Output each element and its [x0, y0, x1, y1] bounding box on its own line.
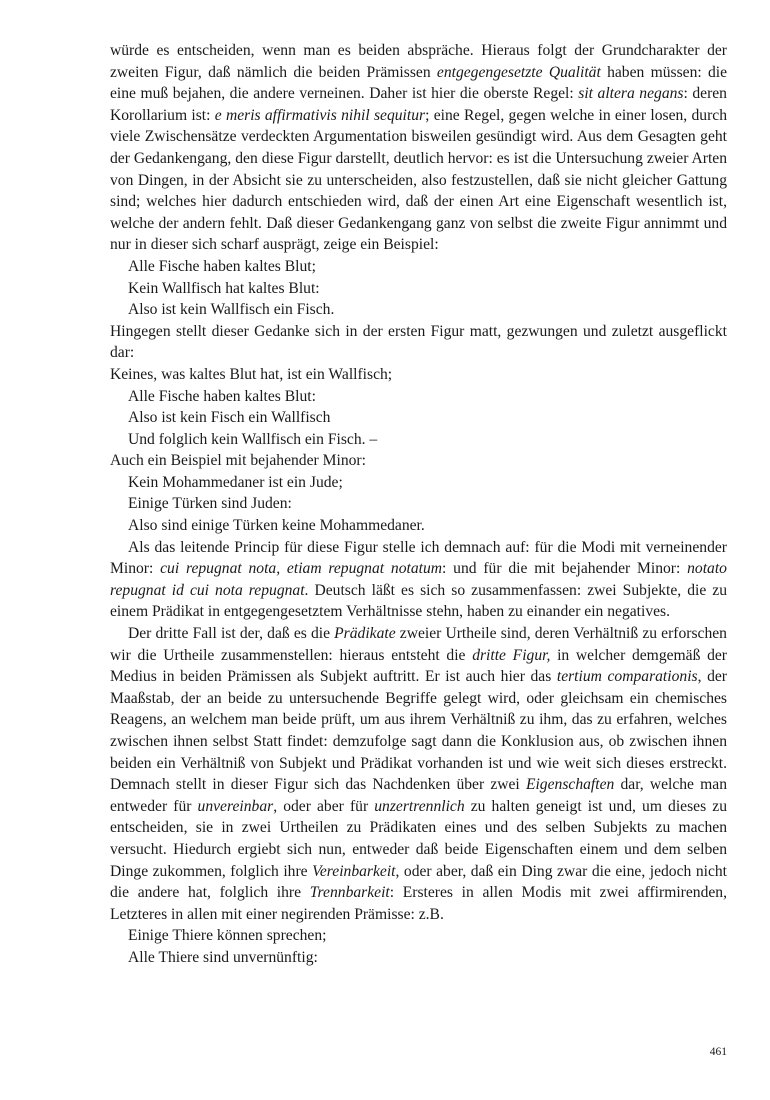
italic-term: tertium comparationis [556, 668, 698, 686]
italic-term: unvereinbar [197, 797, 274, 815]
text-run: , oder aber, daß ein Ding zwar die eine, jedoch nicht die andere hat, folglich ihre [110, 862, 727, 902]
paragraph-second-figure [110, 40, 727, 256]
example-line: Also ist kein Fisch ein Wallfisch [128, 409, 331, 427]
example-line: Also sind einige Türken keine Mohammedaner. [128, 517, 425, 535]
text-run: würde es entscheiden, wenn man es beiden abspräche. Hieraus folgt der Grundcharakter der zweiten Figur, daß nämlich die beiden Prämissen [110, 42, 727, 81]
text-run: , der Maaßstab, der an beide zu untersuchende Begriffe gelegt wird, oder gleichsam ein chemisches Reagens, an welchem man beide prüft, um aus ihrem Verhältniß zu ihm, das zu erfahren, welches zwischen ihnen selbst Statt findet: demzufolge sagt dann die Konklusion aus, ob zwischen ihnen beiden ein Verhältniß von Subjekt und Prädikat vorhanden ist und wie weit sich dieses erstreckt. Demnach stellt in dieser Figur sich das Nachdenken über zwei [110, 668, 727, 794]
italic-term: notato repugnat id cui nota repugnat [110, 560, 727, 599]
italic-term: sit altera negans [578, 85, 684, 103]
example-line: Kein Wallfisch hat kaltes Blut: [128, 279, 320, 297]
example-line: Kein Mohammedaner ist ein Jude; [128, 473, 343, 491]
paragraph-principle [110, 537, 727, 623]
example-line: Alle Thiere sind unvernünftig: [128, 948, 318, 966]
text-run: dar, welche man entweder für [110, 776, 728, 815]
paragraph-affirmative-minor: Auch ein Beispiel mit bejahender Minor: [110, 452, 366, 470]
text-run: , oder aber für [273, 797, 375, 815]
text-run: ; eine Regel, gegen welche in einer losen, durch viele Zwischensätze verdeckten Argumentation bisweilen gesündigt wird. Aus dem Gesagten geht der Gedankengang, den diese Figur darstellt, deutlich hervor: es ist die Untersuchung zweier Arten von Dingen, in der Absicht sie zu unterscheiden, also festzustellen, daß sie nicht gleicher Gattung sind; welches hier dadurch entschieden wird, daß der einen Art eine Eigenschaft wesentlich ist, welche der andern fehlt. Daß dieser Gedankengang ganz von selbst die zweite Figur annimmt und nur in dieser sich scharf ausprägt, zeige ein Beispiel: [110, 106, 728, 254]
text-run: zu halten geneigt ist und, um dieses zu entscheiden, sie in zwei Urtheilen zu Prädikaten eines und des selben Subjekts zu machen versucht. Hiedurch ergiebt sich nun, entweder daß beide Eigenschaften einem und dem selben Dinge zukommen, folglich ihre [110, 797, 727, 880]
italic-term: Eigenschaften [525, 776, 615, 794]
text-run: : deren Korollarium ist: [110, 85, 727, 124]
example-line: Einige Thiere können sprechen; [128, 927, 327, 945]
italic-term: unzertrennlich [374, 797, 465, 815]
paragraph-third-figure [110, 623, 727, 925]
paragraph-first-figure: Hingegen stellt dieser Gedanke sich in der ersten Figur matt, gezwungen und zuletzt ausgeflickt dar: [110, 322, 727, 362]
italic-term: e meris affirmativis nihil sequitur [214, 106, 426, 124]
italic-term: dritte Figur, [472, 646, 551, 664]
italic-term: entgegengesetzte Qualität [436, 63, 601, 81]
text-run: : und für die mit bejahender Minor: [442, 560, 688, 578]
text-run: Als das leitende Princip für diese Figur stelle ich demnach auf: für die Modi mit verneinender Minor: [110, 538, 727, 578]
italic-term: Trennbarkeit [309, 884, 390, 902]
text-run: . Deutsch läßt es sich so zusammenfassen: zwei Subjekte, die zu einem Prädikat in entgegengesetztem Verhältnisse stehn, haben zu einander ein negatives. [110, 581, 728, 621]
example-line: Also ist kein Wallfisch ein Fisch. [128, 301, 335, 319]
example-line: Keines, was kaltes Blut hat, ist ein Wallfisch; [110, 365, 393, 383]
text-run: zweier Urtheile sind, deren Verhältniß zu erforschen wir die Urtheile zusammenstellen: hieraus entsteht die [110, 625, 727, 664]
example-line: Alle Fische haben kaltes Blut; [128, 257, 316, 275]
example-line: Einige Türken sind Juden: [128, 495, 292, 513]
text-run: Der dritte Fall ist der, daß es die [128, 625, 335, 643]
text-run: : Ersteres in allen Modis mit zwei affirmirenden, Letzteres in allen mit einer negirenden Prämisse: z.B. [110, 884, 727, 923]
example-line: Alle Fische haben kaltes Blut: [128, 387, 316, 405]
example-line: Und folglich kein Wallfisch ein Fisch. – [128, 430, 378, 448]
italic-term: Vereinbarkeit [312, 862, 396, 880]
page-number: 461 [709, 1046, 727, 1058]
italic-term: Prädikate [334, 625, 396, 643]
page-body [110, 40, 727, 969]
text-run: haben müssen: die eine muß bejahen, die andere verneinen. Daher ist hier die oberste Regel: [110, 63, 728, 103]
italic-term: cui repugnat nota, etiam repugnat notatum [160, 560, 443, 578]
text-run: in welcher demgemäß der Medius in beiden Prämissen als Subjekt auftritt. Er ist auch hier das [110, 646, 727, 686]
